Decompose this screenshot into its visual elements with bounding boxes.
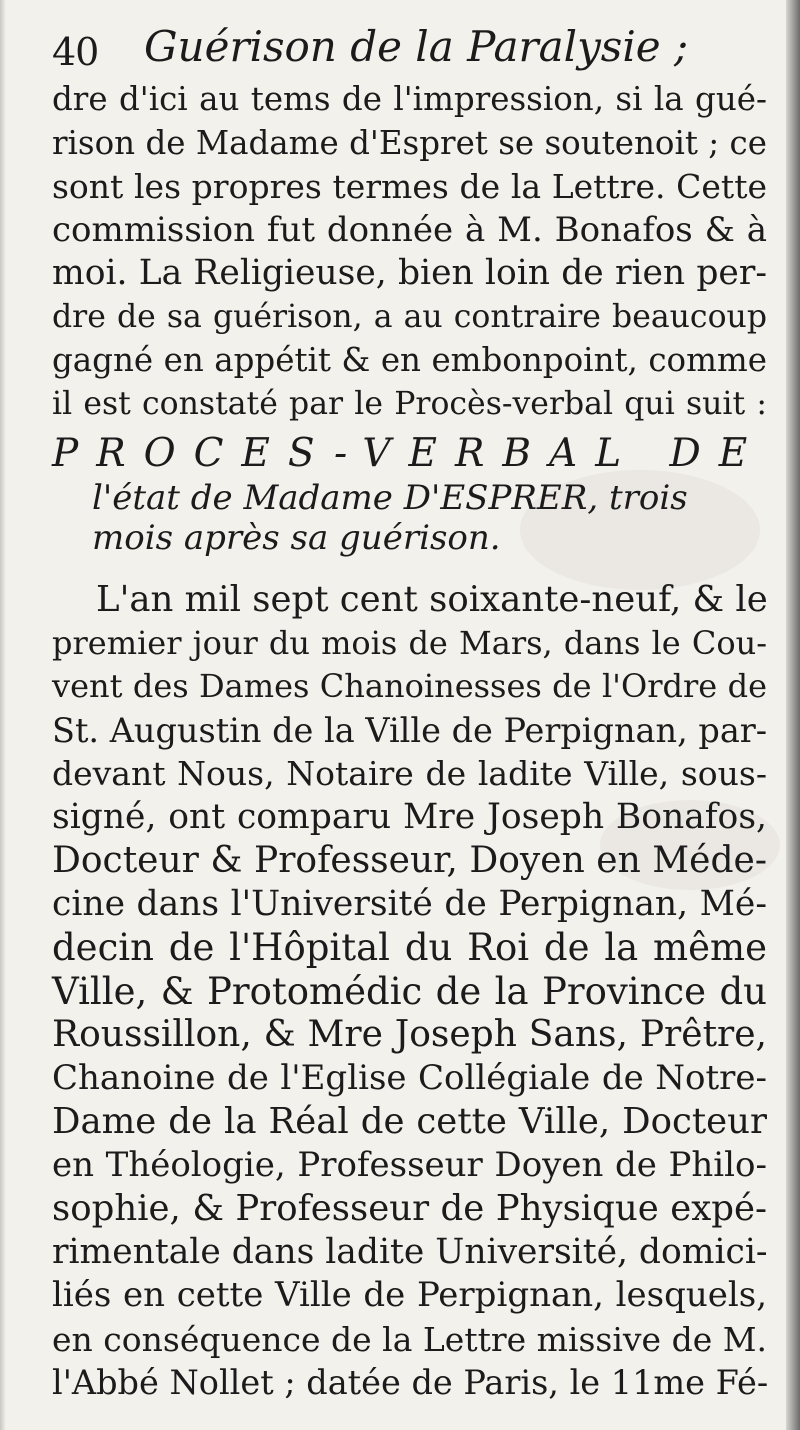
text-line: Roussillon, & Mre Joseph Sans, Prêtre, xyxy=(52,1014,767,1055)
section-subheading-line: l'état de Madame D'ESPRER, trois xyxy=(92,478,688,518)
text-line: Ville, & Protomédic de la Province du xyxy=(52,969,767,1013)
running-title: Guérison de la Paralysie ; xyxy=(144,22,689,71)
text-line: sont les propres termes de la Lettre. Cette xyxy=(52,167,767,206)
text-line: moi. La Religieuse, bien loin de rien per- xyxy=(52,253,767,293)
text-line: dre d'ici au tems de l'impression, si la gué- xyxy=(52,80,767,118)
text-line: Chanoine de l'Eglise Collégiale de Notre- xyxy=(52,1057,767,1098)
section-title-block xyxy=(52,430,767,558)
text-line: vent des Dames Chanoinesses de l'Ordre de xyxy=(52,667,767,705)
text-line: Docteur & Professeur, Doyen en Méde- xyxy=(52,840,767,881)
text-line: en Théologie, Professeur Doyen de Philo- xyxy=(52,1144,767,1185)
text-line: St. Augustin de la Ville de Perpignan, par- xyxy=(52,710,768,750)
page-left-edge xyxy=(0,0,6,1430)
text-line: il est constaté par le Procès-verbal qui suit : xyxy=(52,385,767,422)
text-line: rimentale dans ladite Université, domici- xyxy=(52,1231,768,1272)
text-line: signé, ont comparu Mre Joseph Bonafos, xyxy=(52,796,767,837)
opening-paragraph xyxy=(52,78,767,426)
page-header xyxy=(52,22,752,82)
text-line: en conséquence de la Lettre missive de M. xyxy=(52,1319,767,1359)
text-line: dre de sa guérison, a au contraire beaucoup xyxy=(52,298,767,335)
text-line: liés en cette Ville de Perpignan, lesquels, xyxy=(52,1275,767,1315)
section-heading: PROCES-VERBAL DE xyxy=(52,431,766,476)
text-line: devant Nous, Notaire de ladite Ville, sous- xyxy=(52,754,767,793)
text-line: L'an mil sept cent soixante-neuf, & le xyxy=(96,579,768,620)
proces-verbal-paragraph xyxy=(52,578,767,1405)
section-subheading-line: mois après sa guérison. xyxy=(92,518,501,558)
text-line: cine dans l'Université de Perpignan, Mé- xyxy=(52,883,767,924)
text-line: l'Abbé Nollet ; datée de Paris, le 11me Fé- xyxy=(52,1363,769,1402)
text-line: decin de l'Hôpital du Roi de la même xyxy=(52,926,767,969)
text-line: Dame de la Réal de cette Ville, Docteur xyxy=(52,1101,767,1142)
text-line: premier jour du mois de Mars, dans le Cou- xyxy=(52,623,767,662)
text-line: commission fut donnée à M. Bonafos & à xyxy=(52,209,767,250)
text-line: sophie, & Professeur de Physique expé- xyxy=(52,1188,767,1229)
page-number: 40 xyxy=(52,30,99,74)
text-line: rison de Madame d'Espret se soutenoit ; ce xyxy=(52,123,767,162)
text-line: gagné en appétit & en embonpoint, comme xyxy=(52,341,767,379)
page-right-edge xyxy=(786,0,800,1430)
